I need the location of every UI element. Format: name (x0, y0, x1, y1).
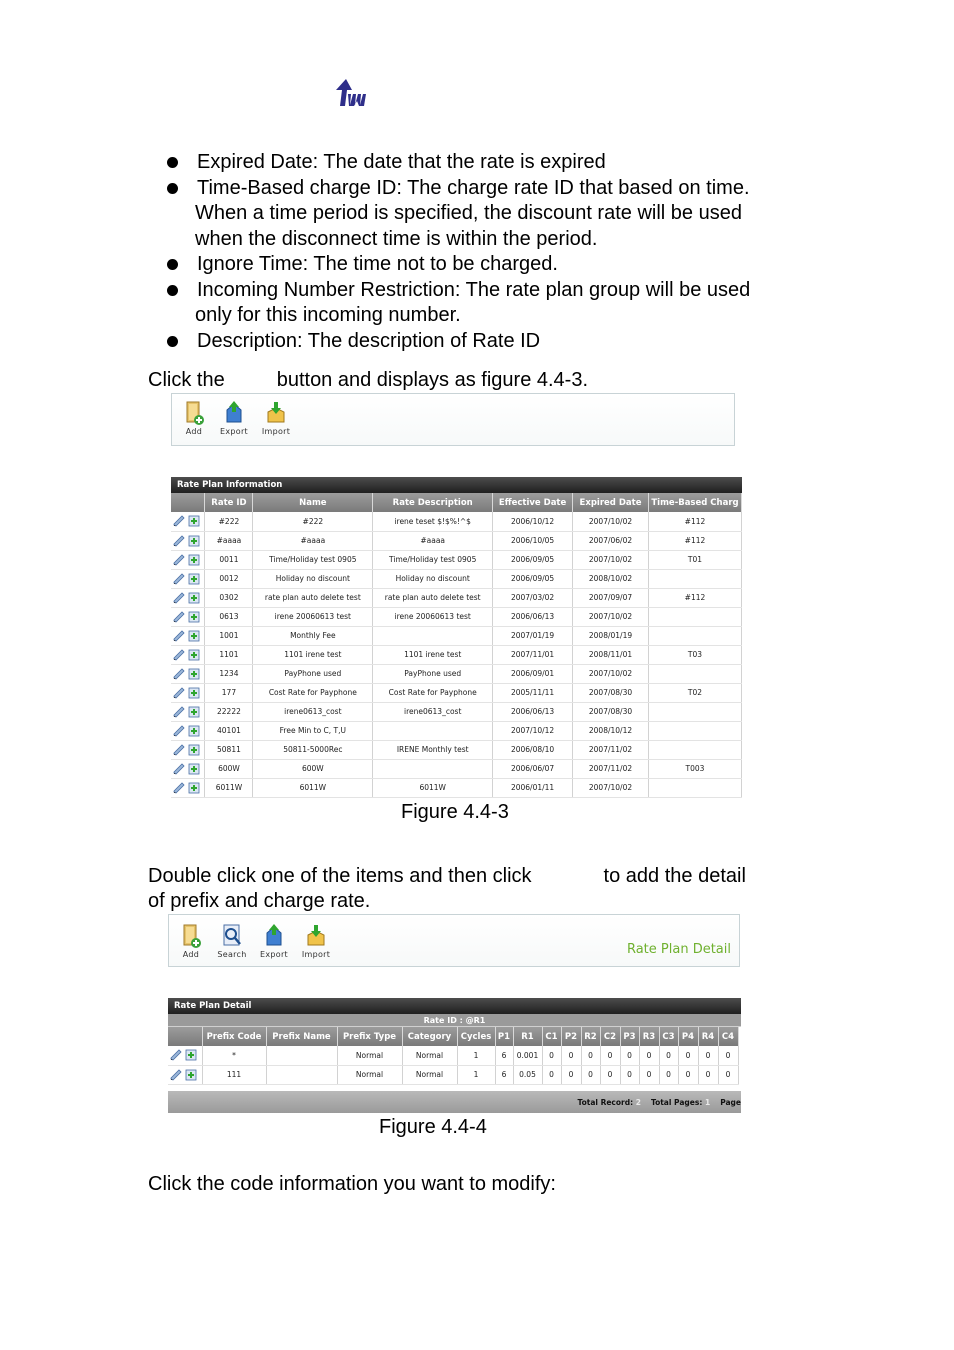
edit-icon[interactable] (173, 630, 185, 642)
table-row[interactable] (171, 721, 742, 740)
table-cell: 6 (495, 1046, 513, 1065)
add-folder-icon (183, 400, 205, 426)
table-cell (648, 607, 741, 626)
table-cell: 0 (698, 1065, 718, 1084)
table-cell: 6011W (373, 778, 493, 797)
import-icon (305, 923, 327, 949)
table-cell: 2008/01/19 (573, 626, 649, 645)
export-icon (263, 923, 285, 949)
bullet-ignore-time: Ignore Time: The time not to be charged. (163, 252, 823, 278)
edit-icon[interactable] (173, 725, 185, 737)
table-cell (648, 569, 741, 588)
table-cell: 2005/11/11 (493, 683, 573, 702)
table-cell: * (202, 1046, 266, 1065)
table-cell: 2006/06/07 (493, 759, 573, 778)
row-actions[interactable] (171, 550, 205, 569)
column-header[interactable]: Expired Date (573, 493, 649, 512)
row-actions[interactable] (171, 759, 205, 778)
table-cell: 1101 irene test (253, 645, 373, 664)
import-button[interactable]: Import (254, 400, 298, 446)
detail-icon[interactable] (188, 706, 200, 718)
detail-icon[interactable] (188, 573, 200, 585)
table-cell: 0 (639, 1046, 659, 1065)
add-folder-icon (180, 923, 202, 949)
table-cell: 22222 (205, 702, 253, 721)
table-row[interactable] (171, 683, 742, 702)
column-header[interactable]: C4 (718, 1027, 738, 1046)
table-cell: #112 (648, 531, 741, 550)
table-cell: 0.05 (513, 1065, 542, 1084)
table-cell: 1 (457, 1046, 495, 1065)
table-cell: 0 (561, 1046, 581, 1065)
table-cell: 2007/10/02 (573, 512, 649, 531)
row-actions[interactable] (171, 569, 205, 588)
rate-plan-detail-grid (168, 998, 741, 1113)
header-actions (171, 493, 205, 512)
table-cell: Normal (402, 1046, 457, 1065)
row-actions[interactable] (171, 664, 205, 683)
bullet-icon (167, 336, 178, 347)
column-header[interactable]: C1 (542, 1027, 561, 1046)
table-cell: 177 (205, 683, 253, 702)
table-row[interactable] (171, 645, 742, 664)
table-cell: 2008/10/12 (573, 721, 649, 740)
table-cell: 2008/10/02 (573, 569, 649, 588)
table-cell: 0011 (205, 550, 253, 569)
toolbar-figure-4-4-3 (171, 393, 735, 446)
table-cell: Normal (337, 1065, 402, 1084)
bullet-time-based-charge: Time-Based charge ID: The charge rate ID that based on time. When a time period is specified, the discount rate will be used when the disconnect time is within the period. (163, 176, 823, 253)
table-cell: 1234 (205, 664, 253, 683)
column-header[interactable]: R2 (581, 1027, 600, 1046)
table-row[interactable] (168, 1065, 738, 1084)
table-cell: 50811 (205, 740, 253, 759)
table-cell: 0.001 (513, 1046, 542, 1065)
table-cell: 2007/03/02 (493, 588, 573, 607)
row-actions[interactable] (171, 683, 205, 702)
table-cell: 40101 (205, 721, 253, 740)
table-cell: irene teset $!$%!^$ (373, 512, 493, 531)
row-actions[interactable] (171, 778, 205, 797)
edit-icon[interactable] (173, 515, 185, 527)
import-icon (265, 400, 287, 426)
edit-icon[interactable] (173, 744, 185, 756)
column-header[interactable]: Cycles (457, 1027, 495, 1046)
table-cell: #aaaa (205, 531, 253, 550)
rate-plan-detail-table (168, 1027, 739, 1085)
table-cell: 0 (718, 1065, 738, 1084)
table-cell: 2007/11/01 (493, 645, 573, 664)
edit-icon[interactable] (173, 687, 185, 699)
table-cell: irene 20060613 test (253, 607, 373, 626)
table-cell: Normal (337, 1046, 402, 1065)
column-header[interactable]: Category (402, 1027, 457, 1046)
bullet-icon (167, 285, 178, 296)
column-header[interactable]: R3 (639, 1027, 659, 1046)
edit-icon[interactable] (173, 592, 185, 604)
table-cell: 6 (495, 1065, 513, 1084)
table-cell: rate plan auto delete test (373, 588, 493, 607)
detail-icon[interactable] (188, 554, 200, 566)
table-cell (266, 1065, 337, 1084)
bullet-icon (167, 157, 178, 168)
table-cell: 1 (457, 1065, 495, 1084)
table-cell: Time/Holiday test 0905 (373, 550, 493, 569)
column-header[interactable]: P4 (678, 1027, 698, 1046)
row-actions[interactable] (171, 607, 205, 626)
table-cell: 2006/09/05 (493, 569, 573, 588)
table-cell: irene 20060613 test (373, 607, 493, 626)
detail-icon[interactable] (188, 630, 200, 642)
detail-icon[interactable] (188, 592, 200, 604)
table-cell: Monthly Fee (253, 626, 373, 645)
table-cell (648, 702, 741, 721)
instruction-modify: Click the code information you want to modify: (148, 1173, 556, 1195)
row-actions[interactable] (171, 721, 205, 740)
row-actions[interactable] (168, 1046, 202, 1065)
table-row[interactable] (171, 626, 742, 645)
table-cell: 0613 (205, 607, 253, 626)
toolbar-title: Rate Plan Detail (626, 942, 731, 957)
column-header[interactable]: P2 (561, 1027, 581, 1046)
search-button[interactable]: Search (210, 923, 254, 969)
bullet-icon (167, 183, 178, 194)
table-cell (648, 664, 741, 683)
export-button[interactable]: Export (212, 400, 256, 446)
table-cell: 0 (659, 1046, 678, 1065)
table-cell: 600W (253, 759, 373, 778)
table-cell: 0 (561, 1065, 581, 1084)
table-row[interactable] (171, 740, 742, 759)
bullet-description: Description: The description of Rate ID (163, 329, 823, 355)
table-cell (648, 778, 741, 797)
bullet-icon (167, 259, 178, 270)
table-cell: 111 (202, 1065, 266, 1084)
edit-icon[interactable] (170, 1049, 182, 1061)
edit-icon[interactable] (173, 535, 185, 547)
rate-id-bar: Rate ID : @R1 (168, 1014, 741, 1027)
column-header[interactable]: R1 (513, 1027, 542, 1046)
table-cell: 2007/01/19 (493, 626, 573, 645)
table-row[interactable] (171, 588, 742, 607)
import-button[interactable]: Import (294, 923, 338, 969)
company-logo-icon (333, 78, 367, 108)
row-actions[interactable] (168, 1065, 202, 1084)
header-actions (168, 1027, 202, 1046)
table-cell: 0 (698, 1046, 718, 1065)
table-cell: 2006/10/12 (493, 512, 573, 531)
toolbar-figure-4-4-4 (168, 914, 740, 967)
edit-icon[interactable] (173, 706, 185, 718)
table-row[interactable] (171, 569, 742, 588)
column-header[interactable]: Time-Based Charg (648, 493, 741, 512)
table-cell: Free Min to C, T,U (253, 721, 373, 740)
column-header[interactable]: Prefix Code (202, 1027, 266, 1046)
table-cell: T02 (648, 683, 741, 702)
detail-icon[interactable] (188, 611, 200, 623)
table-cell: 0 (542, 1046, 561, 1065)
column-header[interactable]: Rate ID (205, 493, 253, 512)
table-cell: T003 (648, 759, 741, 778)
row-actions[interactable] (171, 626, 205, 645)
bullet-incoming-number: Incoming Number Restriction: The rate plan group will be used only for this incoming number. (163, 278, 823, 329)
edit-icon[interactable] (173, 763, 185, 775)
table-cell: 2007/11/02 (573, 740, 649, 759)
row-actions[interactable] (171, 512, 205, 531)
column-header[interactable]: Name (253, 493, 373, 512)
table-cell: 6011W (205, 778, 253, 797)
table-cell: #112 (648, 512, 741, 531)
detail-icon[interactable] (188, 515, 200, 527)
table-row[interactable] (171, 531, 742, 550)
bullet-expired-date: Expired Date: The date that the rate is expired (163, 150, 823, 176)
table-cell: 2007/06/02 (573, 531, 649, 550)
export-button[interactable]: Export (252, 923, 296, 969)
table-cell: 2006/08/10 (493, 740, 573, 759)
table-cell: 0 (600, 1046, 620, 1065)
table-cell: Normal (402, 1065, 457, 1084)
edit-icon[interactable] (173, 611, 185, 623)
column-header[interactable]: Rate Description (373, 493, 493, 512)
export-icon (223, 400, 245, 426)
table-row[interactable] (171, 550, 742, 569)
table-cell: rate plan auto delete test (253, 588, 373, 607)
table-cell: 6011W (253, 778, 373, 797)
table-row[interactable] (171, 759, 742, 778)
table-cell: 1001 (205, 626, 253, 645)
table-header-row (168, 1027, 738, 1046)
table-header-row (171, 493, 742, 512)
table-cell: Time/Holiday test 0905 (253, 550, 373, 569)
table-cell: PayPhone used (253, 664, 373, 683)
edit-icon[interactable] (173, 573, 185, 585)
table-cell: 0 (678, 1046, 698, 1065)
row-actions[interactable] (171, 702, 205, 721)
column-header[interactable]: P3 (620, 1027, 639, 1046)
table-cell: 1101 irene test (373, 645, 493, 664)
table-cell: Holiday no discount (373, 569, 493, 588)
table-cell: PayPhone used (373, 664, 493, 683)
detail-icon[interactable] (188, 744, 200, 756)
column-header[interactable]: C3 (659, 1027, 678, 1046)
row-actions[interactable] (171, 740, 205, 759)
table-row[interactable] (171, 607, 742, 626)
column-header[interactable]: C2 (600, 1027, 620, 1046)
add-button[interactable]: Add (172, 400, 216, 446)
row-actions[interactable] (171, 645, 205, 664)
table-cell: #112 (648, 588, 741, 607)
table-cell: 0 (678, 1065, 698, 1084)
table-cell: 2007/10/12 (493, 721, 573, 740)
table-cell: #aaaa (253, 531, 373, 550)
table-cell: 0 (620, 1065, 639, 1084)
table-cell: irene0613_cost (253, 702, 373, 721)
table-row[interactable] (168, 1046, 738, 1065)
figure-caption: Figure 4.4-3 (401, 801, 509, 823)
detail-icon[interactable] (185, 1049, 197, 1061)
field-description-list (163, 150, 823, 354)
table-cell (266, 1046, 337, 1065)
table-cell: 2007/10/02 (573, 778, 649, 797)
table-cell: 2008/11/01 (573, 645, 649, 664)
table-cell: 0 (542, 1065, 561, 1084)
figure-caption: Figure 4.4-4 (379, 1116, 487, 1138)
grid-title: Rate Plan Detail (168, 998, 741, 1014)
table-cell (648, 740, 741, 759)
table-cell: Cost Rate for Payphone (373, 683, 493, 702)
table-cell (648, 721, 741, 740)
table-cell: Holiday no discount (253, 569, 373, 588)
table-cell: 2007/09/07 (573, 588, 649, 607)
edit-icon[interactable] (173, 668, 185, 680)
column-header[interactable]: Prefix Name (266, 1027, 337, 1046)
table-cell: 2006/10/05 (493, 531, 573, 550)
table-cell: 0 (600, 1065, 620, 1084)
edit-icon[interactable] (173, 782, 185, 794)
column-header[interactable]: R4 (698, 1027, 718, 1046)
detail-icon[interactable] (188, 649, 200, 661)
table-cell: 2006/01/11 (493, 778, 573, 797)
table-cell: 0 (639, 1065, 659, 1084)
detail-icon[interactable] (188, 763, 200, 775)
table-cell: T01 (648, 550, 741, 569)
table-cell: #222 (253, 512, 373, 531)
table-cell: T03 (648, 645, 741, 664)
row-actions[interactable] (171, 531, 205, 550)
column-header[interactable]: P1 (495, 1027, 513, 1046)
column-header[interactable]: Prefix Type (337, 1027, 402, 1046)
table-cell: 0 (620, 1046, 639, 1065)
table-cell: 2007/10/02 (573, 664, 649, 683)
table-cell: 1101 (205, 645, 253, 664)
table-cell: 2006/09/05 (493, 550, 573, 569)
table-cell (648, 626, 741, 645)
table-cell: Cost Rate for Payphone (253, 683, 373, 702)
table-row[interactable] (171, 702, 742, 721)
table-row[interactable] (171, 512, 742, 531)
table-row[interactable] (171, 664, 742, 683)
table-cell: 2007/08/30 (573, 683, 649, 702)
table-cell: 2006/06/13 (493, 702, 573, 721)
table-cell: 2006/06/13 (493, 607, 573, 626)
table-cell: irene0613_cost (373, 702, 493, 721)
detail-icon[interactable] (185, 1069, 197, 1081)
detail-icon[interactable] (188, 725, 200, 737)
rate-plan-information-grid (171, 477, 742, 799)
table-cell (373, 759, 493, 778)
instruction-double-click: Double click one of the items and then click to add the detail of prefix and charge rate. (148, 865, 746, 912)
edit-icon[interactable] (170, 1069, 182, 1081)
table-cell: 600W (205, 759, 253, 778)
column-header[interactable]: Effective Date (493, 493, 573, 512)
detail-icon[interactable] (188, 782, 200, 794)
table-cell: 2007/08/30 (573, 702, 649, 721)
detail-icon[interactable] (188, 668, 200, 680)
detail-icon[interactable] (188, 535, 200, 547)
edit-icon[interactable] (173, 649, 185, 661)
table-cell (373, 721, 493, 740)
table-cell: 2007/10/02 (573, 607, 649, 626)
table-cell: 50811-5000Rec (253, 740, 373, 759)
table-cell: 0302 (205, 588, 253, 607)
table-cell: 0 (659, 1065, 678, 1084)
table-cell: 0 (581, 1046, 600, 1065)
edit-icon[interactable] (173, 554, 185, 566)
rate-plan-table (171, 493, 742, 798)
grid-title: Rate Plan Information (171, 477, 742, 493)
instruction-click-add: Click the button and displays as figure 4.4-3. (148, 369, 589, 391)
table-cell: 0 (718, 1046, 738, 1065)
add-button[interactable]: Add (169, 923, 213, 969)
table-cell: 0 (581, 1065, 600, 1084)
table-cell: 2006/09/01 (493, 664, 573, 683)
table-cell: #aaaa (373, 531, 493, 550)
grid-footer: Total Record: 2 Total Pages: 1 Page (168, 1091, 741, 1113)
table-cell: #222 (205, 512, 253, 531)
detail-icon[interactable] (188, 687, 200, 699)
row-actions[interactable] (171, 588, 205, 607)
table-cell: IRENE Monthly test (373, 740, 493, 759)
table-cell: 2007/10/02 (573, 550, 649, 569)
table-row[interactable] (171, 778, 742, 797)
table-cell: 2007/11/02 (573, 759, 649, 778)
table-cell (373, 626, 493, 645)
table-cell: 0012 (205, 569, 253, 588)
search-icon (221, 923, 243, 949)
